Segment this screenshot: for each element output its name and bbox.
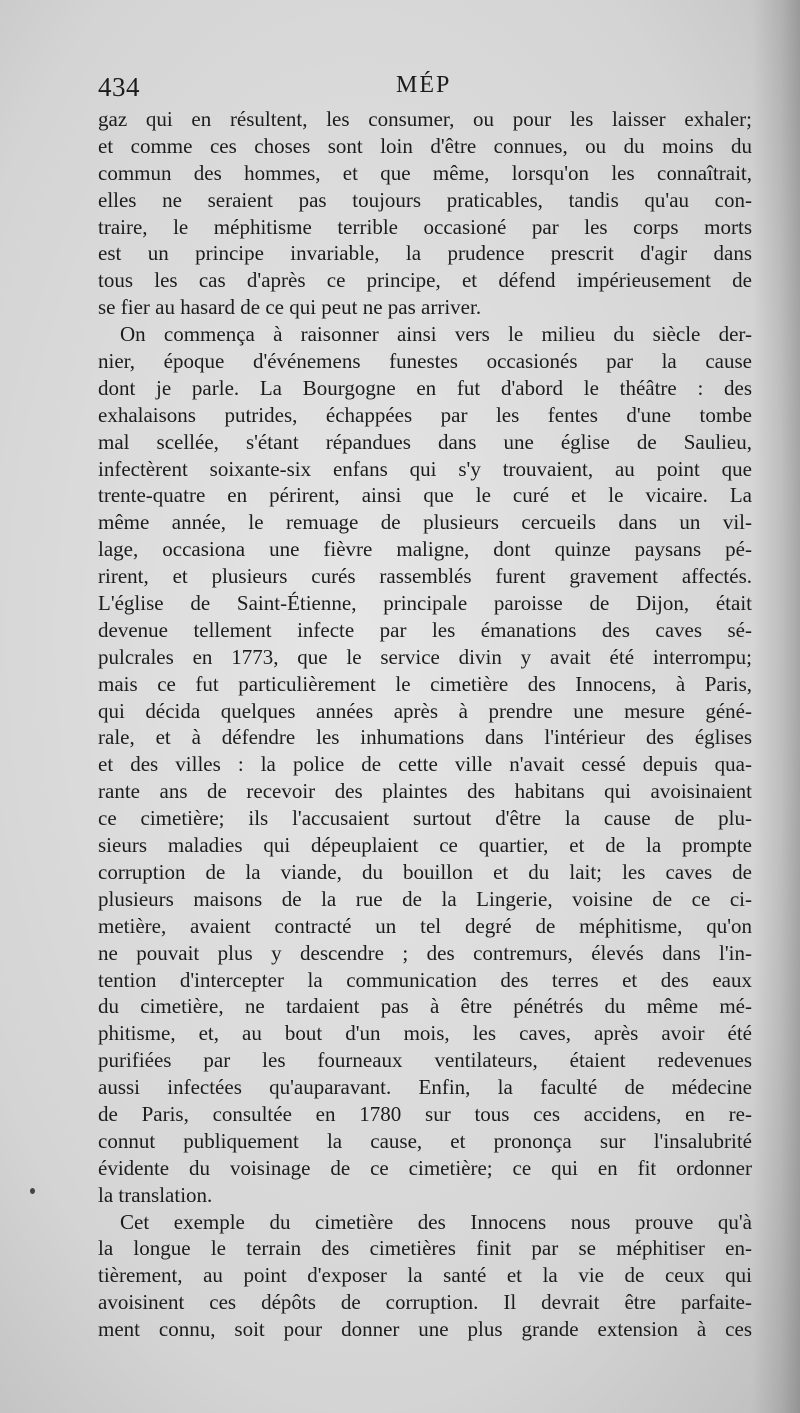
text-line: Cet exemple du cimetière des Innocens nous prouve qu'à xyxy=(120,1209,752,1234)
text-line: elles ne seraient pas toujours praticables, tandis qu'au con- xyxy=(98,187,752,212)
text-line: commun des hommes, et que même, lorsqu'on les connaîtrait, xyxy=(98,160,752,185)
text-line: corruption de la viande, du bouillon et du lait; les caves de xyxy=(98,859,752,884)
page-header xyxy=(98,72,748,108)
text-line: dont je parle. La Bourgogne en fut d'abord le théâtre : des xyxy=(98,375,752,400)
text-line: ment connu, soit pour donner une plus grande extension à ces xyxy=(98,1317,752,1342)
text-line: ce cimetière; ils l'accusaient surtout d'être la cause de plu- xyxy=(98,806,752,831)
text-line: L'église de Saint-Étienne, principale paroisse de Dijon, était xyxy=(98,591,752,616)
text-line: pulcrales en 1773, que le service divin y avait été interrompu; xyxy=(98,644,752,669)
text-line: rante ans de recevoir des plaintes des habitans qui avoisinaient xyxy=(98,779,752,804)
text-line: nier, époque d'événemens funestes occasionés par la cause xyxy=(98,349,752,374)
page-gutter-shadow xyxy=(752,0,800,1413)
text-line: connut publiquement la cause, et prononça sur l'insalubrité xyxy=(98,1128,752,1153)
text-line: même année, le remuage de plusieurs cercueils dans un vil- xyxy=(98,510,752,535)
text-line: se fier au hasard de ce qui peut ne pas arriver. xyxy=(98,295,482,320)
text-line: rale, et à défendre les inhumations dans l'intérieur des églises xyxy=(98,725,752,750)
text-line: la translation. xyxy=(98,1182,213,1207)
text-line: purifiées par les fourneaux ventilateurs, étaient redevenues xyxy=(98,1048,752,1073)
text-line: devenue tellement infecte par les émanations des caves sé- xyxy=(98,617,752,642)
text-line: rirent, et plusieurs curés rassemblés furent gravement affectés. xyxy=(98,564,752,589)
text-line: aussi infectées qu'auparavant. Enfin, la faculté de médecine xyxy=(98,1075,752,1100)
text-line: plusieurs maisons de la rue de la Lingerie, voisine de ce ci- xyxy=(98,886,752,911)
text-line: est un principe invariable, la prudence prescrit d'agir dans xyxy=(98,241,752,266)
text-line: metière, avaient contracté un tel degré de méphitisme, qu'on xyxy=(98,913,752,938)
text-line: phitisme, et, au bout d'un mois, les caves, après avoir été xyxy=(98,1021,752,1046)
text-line: et comme ces choses sont loin d'être connues, ou du moins du xyxy=(98,133,752,158)
text-line: qui décida quelques années après à prendre une mesure géné- xyxy=(98,698,752,723)
text-line: avoisinent ces dépôts de corruption. Il devrait être parfaite- xyxy=(98,1290,752,1315)
page-number: 434 xyxy=(98,72,140,102)
text-line: On commença à raisonner ainsi vers le milieu du siècle der- xyxy=(120,322,752,347)
text-line: traire, le méphitisme terrible occasioné par les corps morts xyxy=(98,214,752,239)
text-line: de Paris, consultée en 1780 sur tous ces accidens, en re- xyxy=(98,1101,752,1126)
text-line: évidente du voisinage de ce cimetière; ce qui en fit ordonner xyxy=(98,1155,752,1180)
text-line: infectèrent soixante-six enfans qui s'y trouvaient, au point que xyxy=(98,456,752,481)
text-line: mais ce fut particulièrement le cimetière des Innocens, à Paris, xyxy=(98,671,752,696)
margin-ink-dot xyxy=(30,1188,35,1194)
text-line: exhalaisons putrides, échappées par les fentes d'une tombe xyxy=(98,402,752,427)
text-line: tention d'intercepter la communication des terres et des eaux xyxy=(98,967,752,992)
running-head: MÉP xyxy=(396,72,452,98)
text-line: tièrement, au point d'exposer la santé et la vie de ceux qui xyxy=(98,1263,752,1288)
text-line: tous les cas d'après ce principe, et défend impérieusement de xyxy=(98,268,752,293)
body-text xyxy=(98,106,752,1343)
text-line: sieurs maladies qui dépeuplaient ce quartier, et de la prompte xyxy=(98,833,752,858)
text-line: gaz qui en résultent, les consumer, ou pour les laisser exhaler; xyxy=(98,107,752,131)
text-line: et des villes : la police de cette ville n'avait cessé depuis qua- xyxy=(98,752,752,777)
text-line: ne pouvait plus y descendre ; des contremurs, élevés dans l'in- xyxy=(98,940,752,965)
text-line: la longue le terrain des cimetières finit par se méphitiser en- xyxy=(98,1236,752,1261)
text-line: lage, occasiona une fièvre maligne, dont quinze paysans pé- xyxy=(98,537,752,562)
text-line: mal scellée, s'étant répandues dans une église de Saulieu, xyxy=(98,429,752,454)
text-line: trente-quatre en périrent, ainsi que le curé et le vicaire. La xyxy=(98,483,752,508)
text-line: du cimetière, ne tardaient pas à être pénétrés du même mé- xyxy=(98,994,752,1019)
